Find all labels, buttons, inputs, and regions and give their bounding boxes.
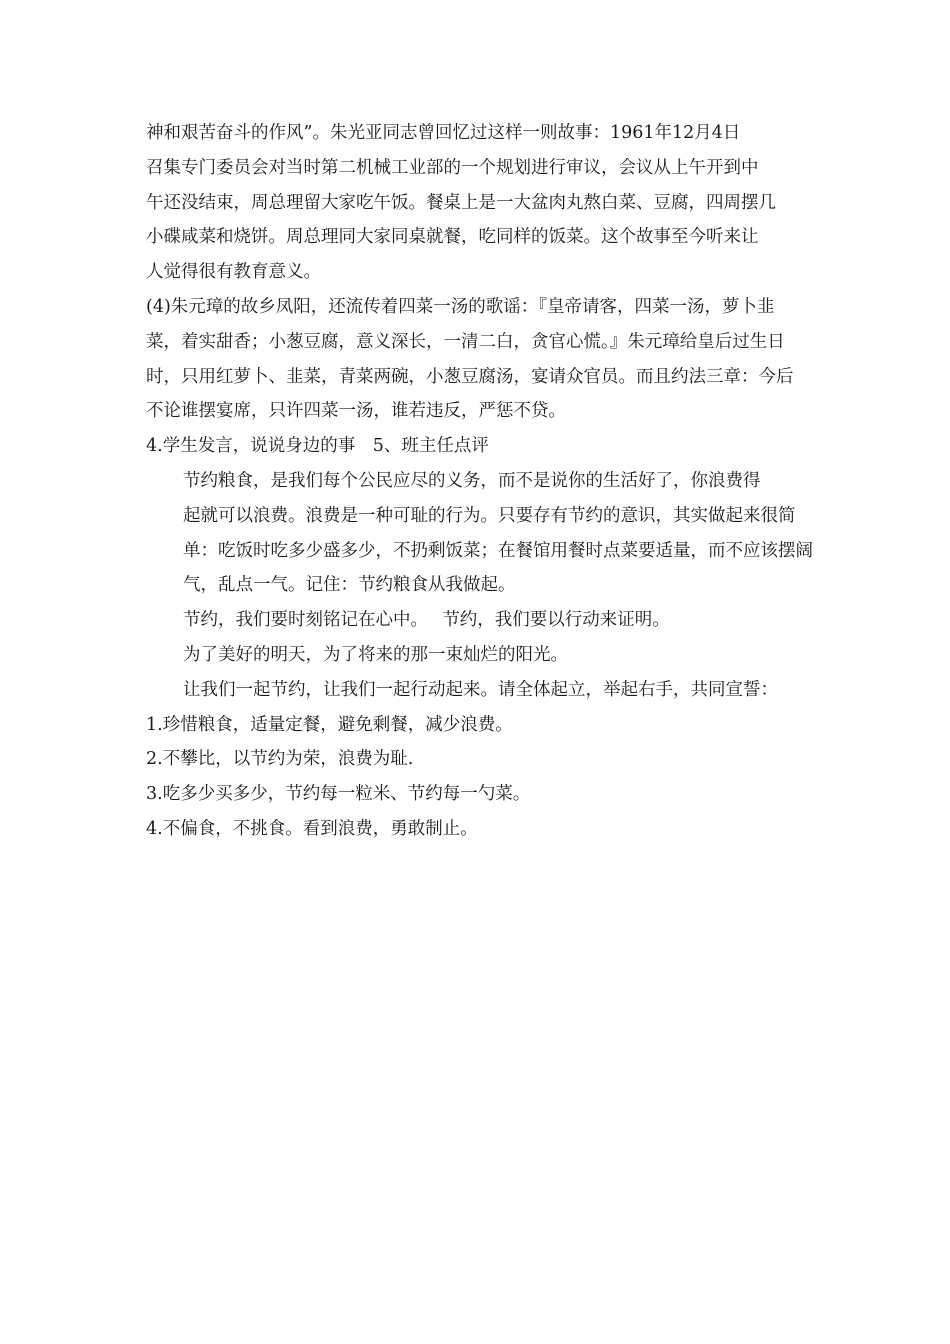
text-line: 2.不攀比，以节约为荣，浪费为耻. (146, 749, 414, 770)
text-line: 让我们一起节约，让我们一起行动起来。请全体起立，举起右手，共同宣誓： (183, 679, 778, 700)
text-line: 人觉得很有教育意义。 (146, 262, 321, 283)
document-body (146, 116, 816, 847)
text-line: 午还没结束，周总理留大家吃午饭。餐桌上是一大盆肉丸熬白菜、豆腐，四周摆几 (146, 192, 776, 213)
text-line: (4)朱元璋的故乡凤阳，还流传着四菜一汤的歌谣：『皇帝请客，四菜一汤，萝卜韭 (146, 296, 775, 317)
text-line: 为了美好的明天，为了将来的那一束灿烂的阳光。 (183, 644, 568, 665)
slogan-paragraph (146, 603, 816, 638)
text-line: 4.不偏食，不挑食。看到浪费，勇敢制止。 (146, 818, 478, 839)
oath-intro-paragraph (146, 673, 816, 708)
text-line: 不论谁摆宴席，只许四菜一汤，谁若违反，严惩不贷。 (146, 401, 566, 422)
oath-item-2 (146, 742, 816, 777)
text-line: 小碟咸菜和烧饼。周总理同大家同桌就餐，吃同样的饭菜。这个故事至今听来让 (146, 227, 759, 248)
text-line: 节约，我们要时刻铭记在心中。 节约，我们要以行动来证明。 (183, 610, 670, 631)
text-line: 召集专门委员会对当时第二机械工业部的一个规划进行审议，会议从上午开到中 (146, 157, 759, 178)
text-line: 单：吃饭时吃多少盛多少，不扔剩饭菜；在餐馆用餐时点菜要适量，而不应该摆阔 (183, 540, 813, 561)
text-line: 起就可以浪费。浪费是一种可耻的行为。只要存有节约的意识，其实做起来很简 (183, 505, 796, 526)
text-line: 时，只用红萝卜、韭菜，青菜两碗，小葱豆腐汤，宴请众官员。而且约法三章：今后 (146, 366, 794, 387)
steps-heading (146, 429, 816, 464)
text-line: 气，乱点一气。记住：节约粮食从我做起。 (183, 575, 516, 596)
zhu-yuanzhang-paragraph (146, 290, 816, 429)
teacher-comment-paragraph (146, 464, 816, 603)
oath-item-3 (146, 777, 816, 812)
text-line: 1.珍惜粮食，适量定餐，避免剩餐，减少浪费。 (146, 714, 513, 735)
oath-item-4 (146, 812, 816, 847)
text-line: 4.学生发言，说说身边的事 5、班主任点评 (146, 436, 489, 457)
text-line: 3.吃多少买多少，节约每一粒米、节约每一勺菜。 (146, 784, 531, 805)
text-line: 神和艰苦奋斗的作风”。朱光亚同志曾回忆过这样一则故事：1961年12月4日 (146, 123, 741, 143)
oath-item-1 (146, 708, 816, 743)
story-paragraph (146, 116, 816, 290)
text-line: 菜，着实甜香；小葱豆腐，意义深长，一清二白，贪官心慌。』朱元璋给皇后过生日 (146, 331, 785, 352)
future-paragraph (146, 638, 816, 673)
text-line: 节约粮食，是我们每个公民应尽的义务，而不是说你的生活好了，你浪费得 (183, 470, 761, 491)
